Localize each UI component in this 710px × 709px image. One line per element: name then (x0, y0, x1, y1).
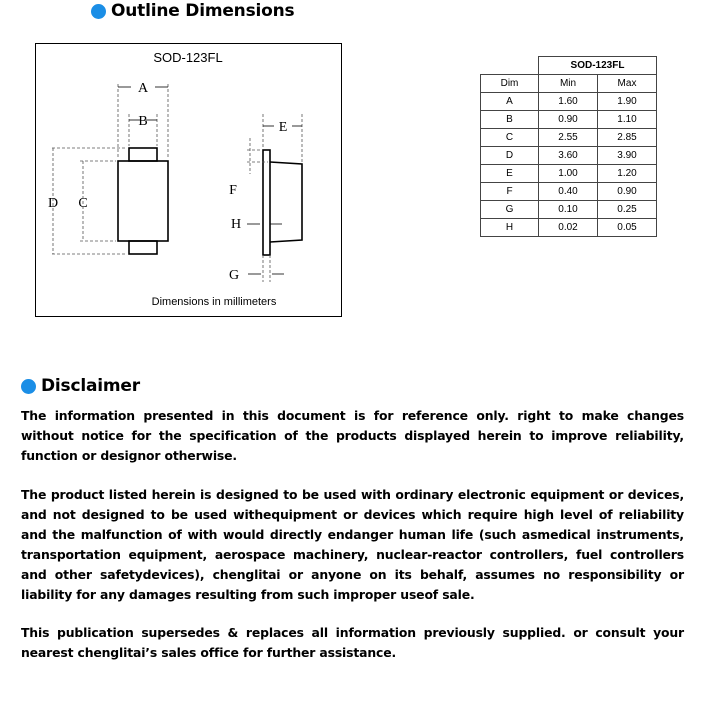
disclaimer-heading-text: Disclaimer (41, 376, 140, 396)
outline-dimensions-heading (91, 0, 294, 22)
cell-max: 0.25 (598, 201, 657, 219)
cell-min: 2.55 (539, 129, 598, 147)
disclaimer-paragraph: This publication supersedes & replaces all information previously supplied. or consult your nearest chenglitai’s sales office for further assistance. (21, 625, 684, 660)
table-row (481, 201, 657, 219)
dimensions-table (480, 56, 657, 237)
bottom-lead (129, 241, 157, 254)
header-dim: Dim (481, 75, 539, 93)
table-row (481, 219, 657, 237)
cell-dim: C (481, 129, 539, 147)
cell-min: 0.40 (539, 183, 598, 201)
cell-min: 0.02 (539, 219, 598, 237)
package-name-label: SOD-123FL (153, 50, 223, 65)
disclaimer-heading (21, 375, 140, 397)
cell-max: 2.85 (598, 129, 657, 147)
dim-label-g: G (228, 268, 240, 283)
cell-dim: B (481, 111, 539, 129)
table-title: SOD-123FL (539, 57, 657, 75)
body-outline (118, 161, 168, 241)
front-view (118, 148, 168, 254)
cell-dim: D (481, 147, 539, 165)
table-corner-cell (481, 57, 539, 75)
cell-min: 3.60 (539, 147, 598, 165)
cell-min: 0.10 (539, 201, 598, 219)
cell-dim: H (481, 219, 539, 237)
cell-min: 1.00 (539, 165, 598, 183)
side-lead-frame (263, 150, 270, 255)
side-view (263, 150, 302, 255)
bullet-icon (91, 4, 106, 19)
disclaimer-paragraph: The information presented in this document is for reference only. right to make changes without notice for the specification of the products displayed herein to improve reliability, function or designor otherwise. (21, 408, 684, 463)
table-row (481, 165, 657, 183)
cell-dim: G (481, 201, 539, 219)
units-note: Dimensions in millimeters (151, 296, 277, 308)
table-header-row (481, 75, 657, 93)
header-max: Max (598, 75, 657, 93)
dim-label-c: C (78, 196, 88, 211)
cell-min: 1.60 (539, 93, 598, 111)
table-row (481, 93, 657, 111)
dim-label-f: F (229, 183, 237, 198)
cell-max: 1.20 (598, 165, 657, 183)
dim-label-d: D (47, 196, 59, 211)
bullet-icon (21, 379, 36, 394)
cell-max: 1.90 (598, 93, 657, 111)
table-title-row (481, 57, 657, 75)
cell-min: 0.90 (539, 111, 598, 129)
dim-label-h: H (230, 217, 242, 232)
cell-max: 0.05 (598, 219, 657, 237)
side-body (270, 162, 302, 242)
header-min: Min (539, 75, 598, 93)
dim-label-b: B (138, 114, 148, 129)
table-row (481, 129, 657, 147)
dim-label-e: E (278, 120, 288, 135)
cell-dim: E (481, 165, 539, 183)
cell-dim: A (481, 93, 539, 111)
cell-max: 0.90 (598, 183, 657, 201)
cell-dim: F (481, 183, 539, 201)
table-row (481, 111, 657, 129)
package-outline-drawing (35, 43, 342, 317)
dim-label-a: A (137, 81, 149, 96)
cell-max: 3.90 (598, 147, 657, 165)
table-row (481, 147, 657, 165)
disclaimer-paragraph: The product listed herein is designed to be used with ordinary electronic equipment or devices, and not designed to be used withequipment or devices which require high level of reliability and the malfunction of with would directly endanger human life (such asmedical instruments, transportation equipment, aerospace machinery, nuclear-reactor controllers, fuel controllers and other safetydevices), chenglitai or anyone on its behalf, assumes no responsibility or liability for any damages resulting from such improper useof sale. (21, 487, 684, 602)
top-lead (129, 148, 157, 161)
outline-heading-text: Outline Dimensions (111, 1, 295, 21)
cell-max: 1.10 (598, 111, 657, 129)
table-row (481, 183, 657, 201)
